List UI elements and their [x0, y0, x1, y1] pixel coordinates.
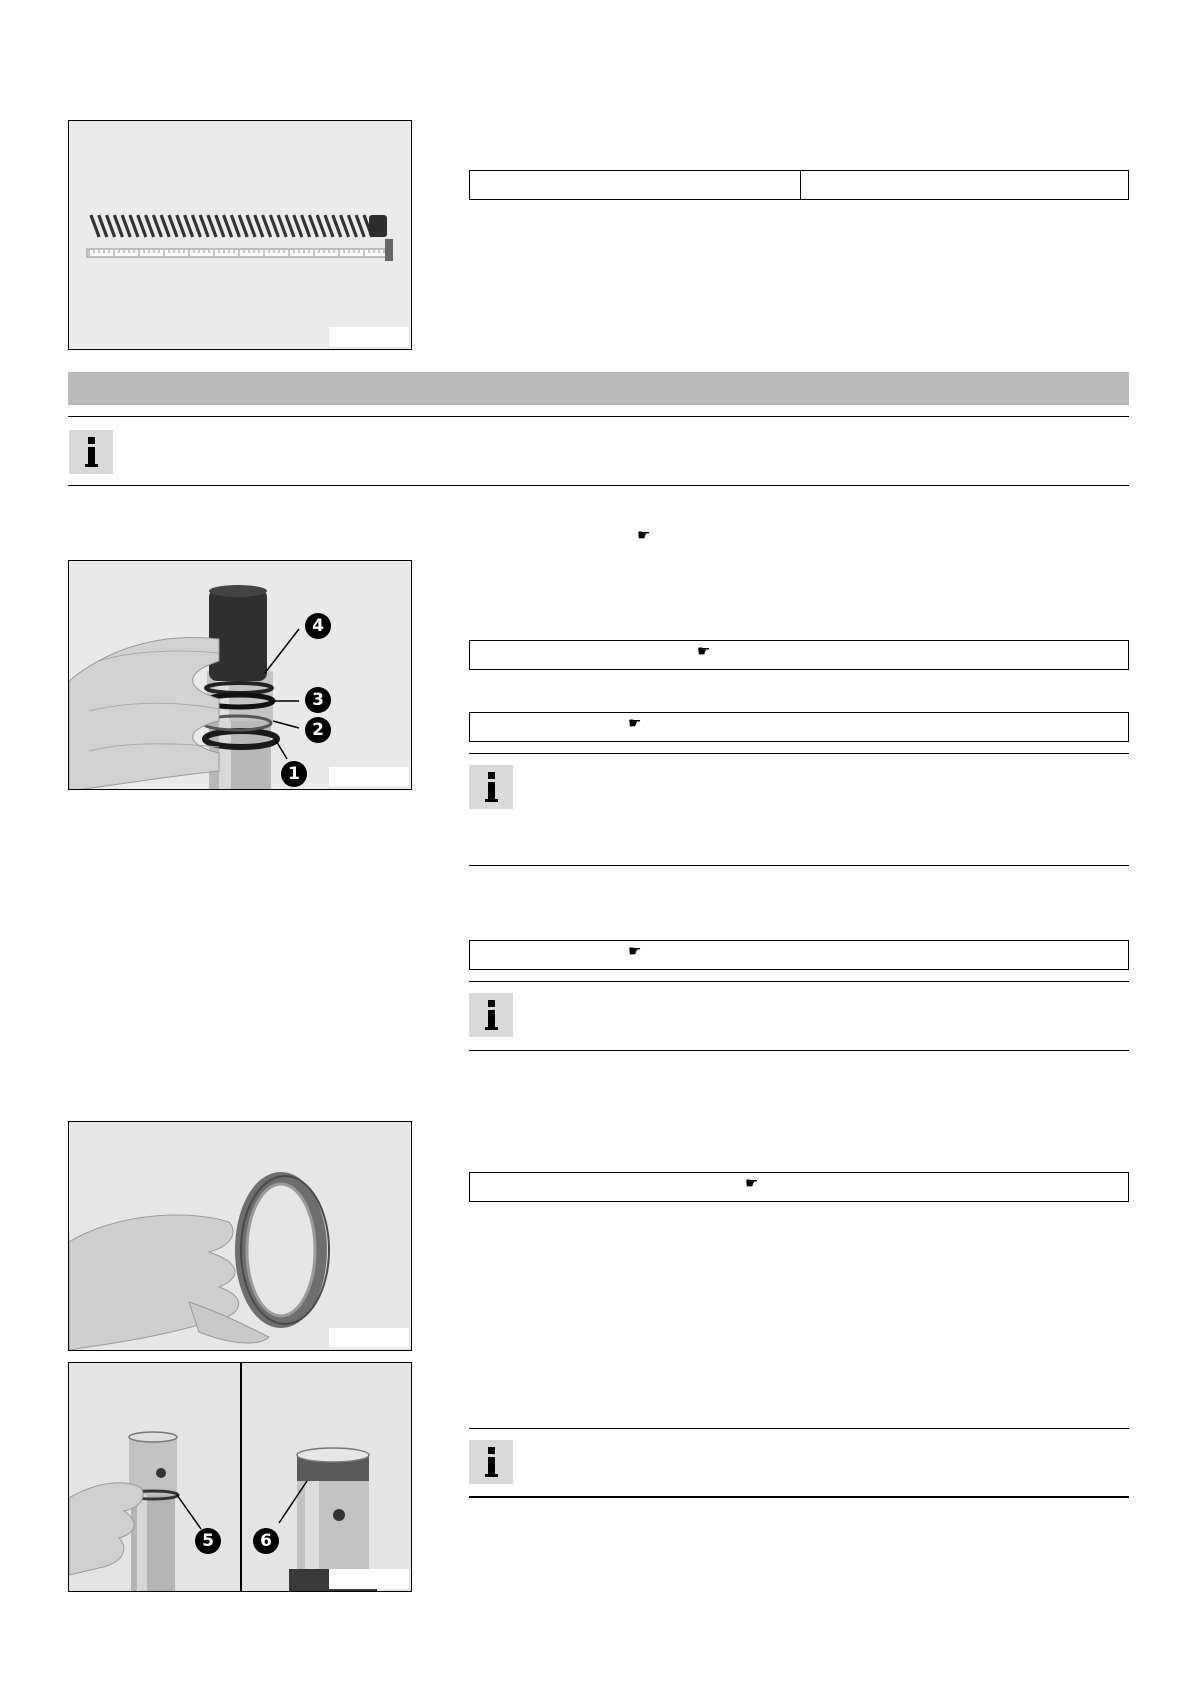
callout-2: 2: [305, 717, 331, 743]
spec-box-3: [469, 712, 1129, 742]
spec-box-4: [469, 940, 1129, 970]
pointer-hand-icon: ☛: [628, 942, 642, 960]
photo-fork-spring: [68, 120, 412, 350]
photo-label-tag: [329, 327, 409, 347]
callout-5: 5: [195, 1528, 221, 1554]
info-rule-top: [469, 1428, 1129, 1429]
info-rule-top: [68, 416, 1129, 417]
photo-label-tag: [329, 1569, 409, 1589]
fork-tube-rings-illustration: [69, 561, 412, 790]
pointer-hand-icon: ☛: [697, 642, 711, 660]
pointer-hand-icon: ☛: [745, 1174, 759, 1192]
section-header-bar: [68, 372, 1129, 405]
photo-label-tag: [329, 767, 409, 787]
callout-1: 1: [281, 761, 307, 787]
pointer-hand-icon: ☛: [637, 526, 651, 544]
info-rule-bottom: [469, 865, 1129, 866]
info-rule-top: [469, 753, 1129, 754]
info-rule-bottom: [469, 1050, 1129, 1051]
spec-table-spring-length: [469, 170, 1129, 200]
photo-label-tag: [329, 1328, 409, 1348]
info-icon: [469, 993, 513, 1037]
info-rule-top: [469, 981, 1129, 982]
pointer-hand-icon: ☛: [628, 714, 642, 732]
callout-3: 3: [305, 687, 331, 713]
bushing-positions-illustration: [69, 1363, 412, 1592]
guide-bushing-illustration: [69, 1122, 412, 1351]
info-icon: [469, 1440, 513, 1484]
info-icon: [469, 765, 513, 809]
spec-box-2: [469, 640, 1129, 670]
photo-bushing-positions: [68, 1362, 412, 1592]
info-rule-bottom: [68, 485, 1129, 486]
photo-fork-tube-rings: [68, 560, 412, 790]
info-icon: [69, 430, 113, 474]
info-rule-bottom: [469, 1496, 1129, 1498]
spec-box-5: [469, 1172, 1129, 1202]
fork-spring-illustration: [69, 121, 412, 350]
callout-4: 4: [305, 613, 331, 639]
spec-table-cell-left: [470, 171, 801, 199]
callout-6: 6: [253, 1528, 279, 1554]
photo-guide-bushing: [68, 1121, 412, 1351]
spec-table-cell-right: [800, 171, 1128, 199]
